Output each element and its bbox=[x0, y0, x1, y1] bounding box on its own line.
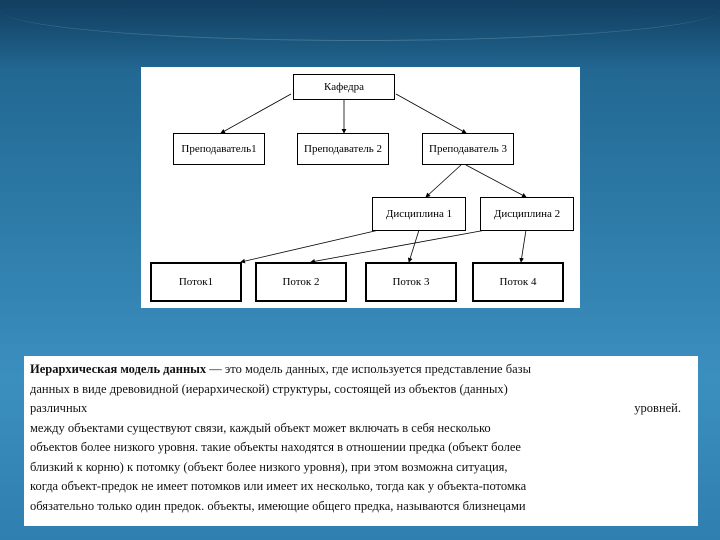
edge-discipline2-stream4 bbox=[521, 230, 526, 262]
node-stream-1: Поток1 bbox=[150, 262, 242, 302]
text-line-4: между объектами существуют связи, каждый объект может включать в себя несколько bbox=[30, 420, 491, 435]
node-stream-4: Поток 4 bbox=[472, 262, 564, 302]
text-line-7: когда объект-предок не имеет потомков или имеет их несколько, тогда как у объекта-потомка bbox=[30, 479, 527, 493]
node-discipline-2: Дисциплина 2 bbox=[480, 197, 574, 231]
text-line-8: обязательно только один предок. объекты, имеющие общего предка, называются близнецами bbox=[30, 498, 526, 513]
edge-discipline1-stream1 bbox=[241, 230, 379, 262]
edge-teacher3-discipline2 bbox=[466, 165, 526, 197]
edge-root-teacher1 bbox=[221, 94, 291, 133]
text-line-1: Иерархическая модель данных — это модель данных, где используется представление базы bbox=[30, 362, 531, 376]
term-bold: Иерархическая модель данных bbox=[30, 362, 207, 376]
node-stream-2: Поток 2 bbox=[255, 262, 347, 302]
node-root: Кафедра bbox=[293, 74, 395, 100]
node-teacher-2: Преподаватель 2 bbox=[297, 133, 389, 165]
edge-teacher3-discipline1 bbox=[426, 165, 461, 197]
edge-root-teacher3 bbox=[396, 94, 466, 133]
text-line-6: близкий к корню) к потомку (объект более низкого уровня), при этом возможна ситуация, bbox=[30, 459, 508, 474]
node-discipline-1: Дисциплина 1 bbox=[372, 197, 466, 231]
text-line-5: объектов более низкого уровня. такие объекты находятся в отношении предка (объект более bbox=[30, 440, 521, 454]
text-line-3: различных уровней. bbox=[30, 401, 681, 415]
node-teacher-3: Преподаватель 3 bbox=[422, 133, 514, 165]
node-stream-3: Поток 3 bbox=[365, 262, 457, 302]
definition-text bbox=[30, 360, 681, 516]
edge-discipline1-stream3 bbox=[409, 230, 419, 262]
definition-panel bbox=[24, 356, 698, 526]
hierarchy-diagram bbox=[141, 67, 580, 308]
text-line-2: данных в виде древовидной (иерархической) структуры, состоящей из объектов (данных) bbox=[30, 381, 508, 396]
node-teacher-1: Преподаватель1 bbox=[173, 133, 265, 165]
edge-discipline2-stream2 bbox=[311, 230, 486, 262]
